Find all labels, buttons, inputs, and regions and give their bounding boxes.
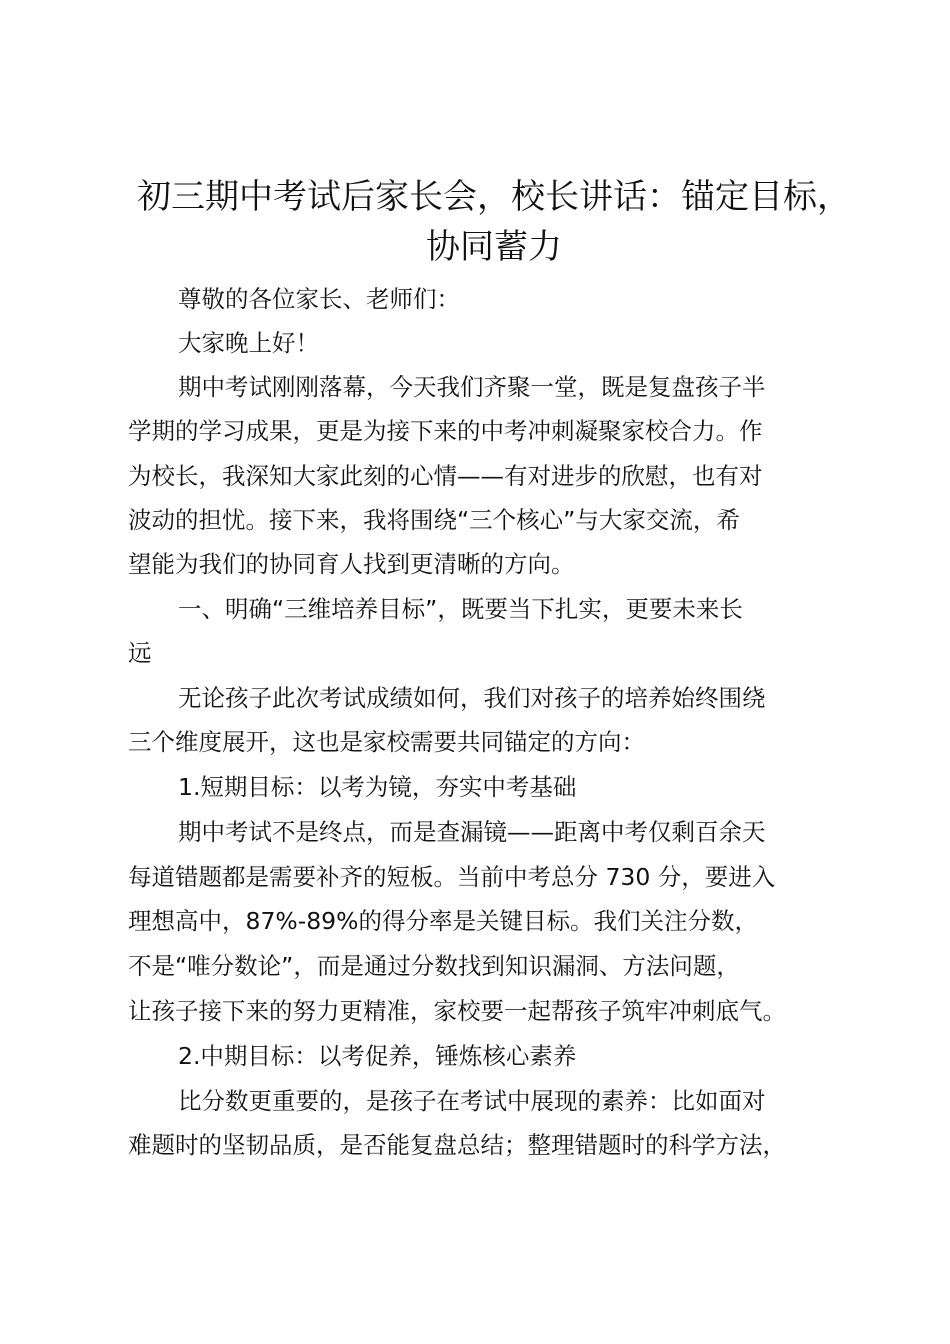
document-title xyxy=(118,172,870,272)
paragraph-line: 理想高中，87%-89%的得分率是关键目标。我们关注分数， xyxy=(128,907,758,935)
paragraph-line: 难题时的坚韧品质，是否能复盘总结；整理错题时的科学方法， xyxy=(128,1131,786,1159)
subsection-heading: 1.短期目标：以考为镜，夯实中考基础 xyxy=(178,773,577,801)
paragraph-line: 期中考试不是终点，而是查漏镜——距离中考仅剩百余天 xyxy=(178,818,766,846)
section-heading: 一、明确“三维培养目标”，既要当下扎实，更要未来长 xyxy=(178,595,743,623)
title-line-2: 协同蓄力 xyxy=(426,227,562,267)
greeting: 大家晚上好！ xyxy=(178,329,319,357)
paragraph-line: 学期的学习成果，更是为接下来的中考冲刺凝聚家校合力。作 xyxy=(128,417,763,445)
paragraph-line: 让孩子接下来的努力更精准，家校要一起帮孩子筑牢冲刺底气。 xyxy=(128,997,786,1025)
section-heading-continued: 远 xyxy=(128,639,152,667)
salutation: 尊敬的各位家长、老师们： xyxy=(178,285,460,313)
paragraph-line: 望能为我们的协同育人找到更清晰的方向。 xyxy=(128,550,575,578)
paragraph-line: 为校长，我深知大家此刻的心情——有对进步的欣慰，也有对 xyxy=(128,462,763,490)
paragraph-line: 三个维度展开，这也是家校需要共同锚定的方向： xyxy=(128,728,645,756)
paragraph-line: 无论孩子此次考试成绩如何，我们对孩子的培养始终围绕 xyxy=(178,684,766,712)
paragraph-line: 期中考试刚刚落幕，今天我们齐聚一堂，既是复盘孩子半 xyxy=(178,373,766,401)
paragraph-line: 比分数更重要的，是孩子在考试中展现的素养：比如面对 xyxy=(178,1087,766,1115)
paragraph-line: 每道错题都是需要补齐的短板。当前中考总分 730 分，要进入 xyxy=(128,863,776,891)
paragraph-line: 波动的担忧。接下来，我将围绕“三个核心”与大家交流，希 xyxy=(128,506,740,534)
paragraph-line: 不是“唯分数论”，而是通过分数找到知识漏洞、方法问题， xyxy=(128,952,740,980)
title-line-1: 初三期中考试后家长会，校长讲话：锚定目标， xyxy=(137,177,851,217)
subsection-heading: 2.中期目标：以考促养，锤炼核心素养 xyxy=(178,1042,577,1070)
